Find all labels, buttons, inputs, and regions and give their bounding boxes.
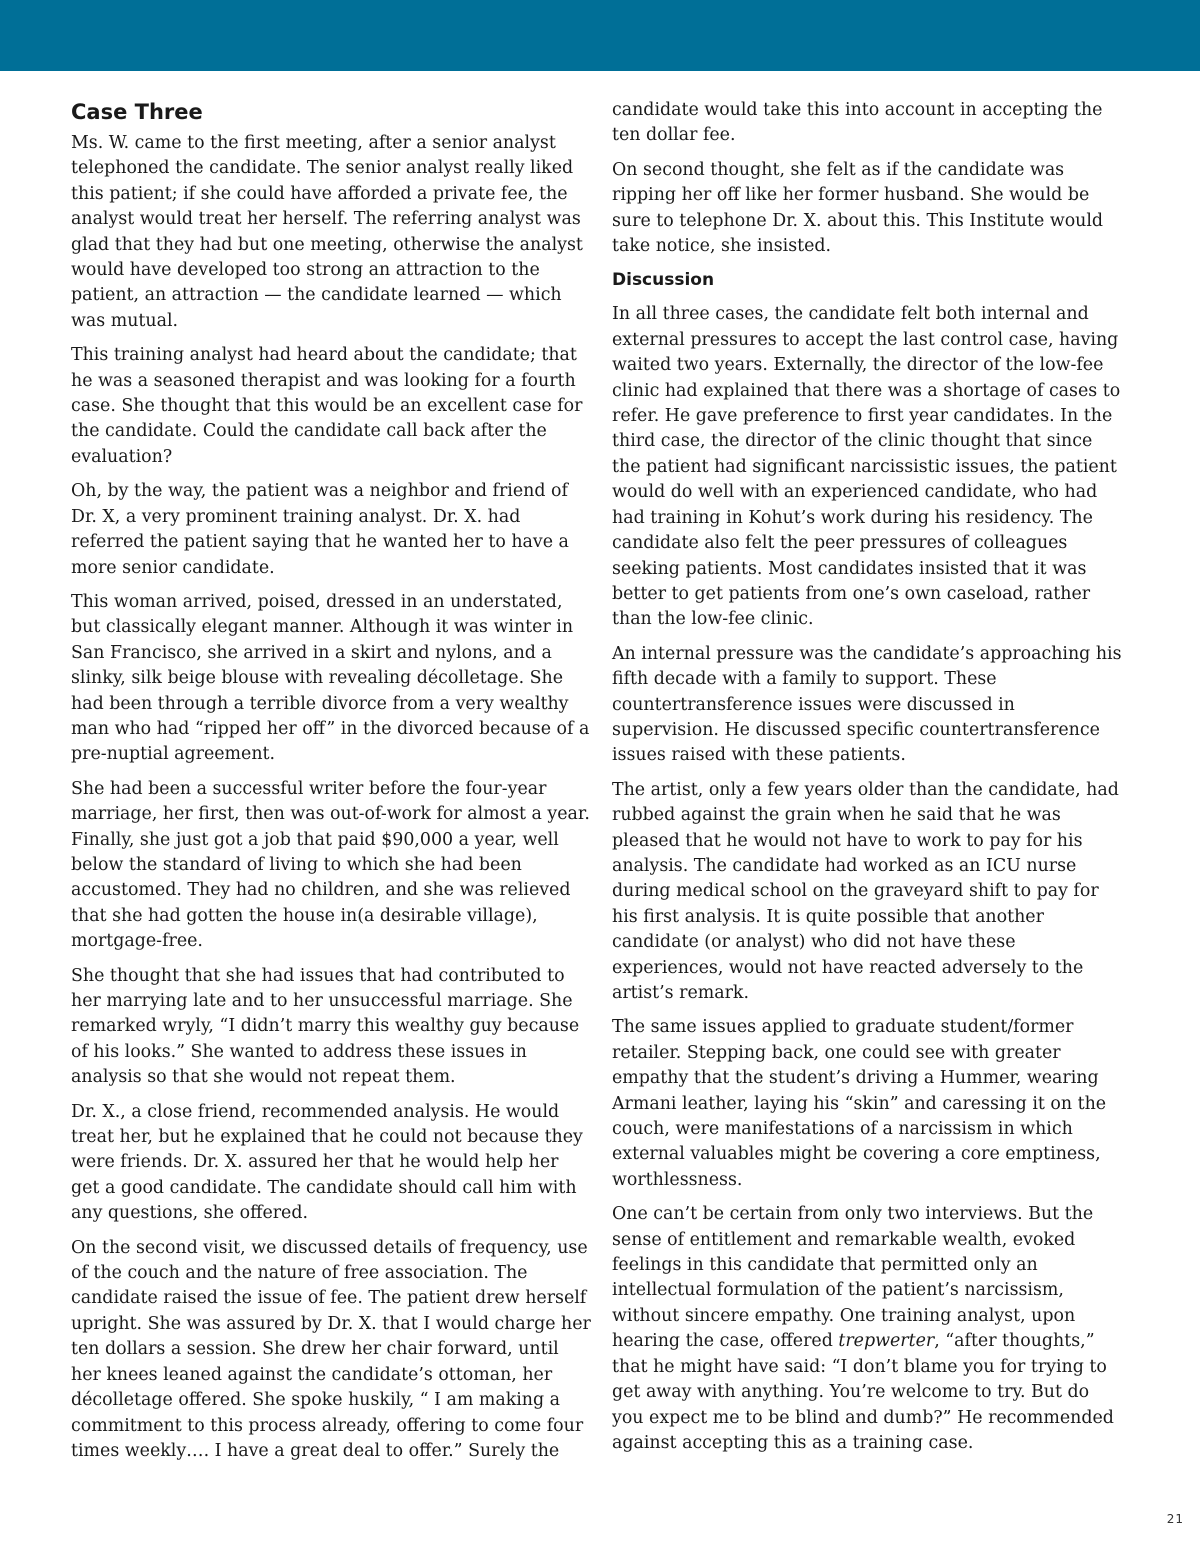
paragraph: She had been a successful writer before the four-year marriage, her first, then was out-of-work for almost a year. Finally, she just got a job that paid $90,000 a year, well below the standard of living to which she had been accustomed. They had no children, and she was relieved that she had gotten the house in(a desirable village), mortgage-free.: [71, 778, 590, 952]
paragraph: Oh, by the way, the patient was a neighbor and friend of Dr. X, a very prominent training analyst. Dr. X. had referred the patient saying that he wanted her to have a more senior candidate.: [71, 481, 569, 578]
discussion-heading: Discussion: [612, 270, 715, 291]
italic-term: trepwerter: [838, 1331, 935, 1352]
paragraph: Ms. W. came to the first meeting, after a senior analyst telephoned the candidate. The senior analyst really liked this patient; if she could have afforded a private fee, the analyst would treat her herself. The referring analyst was glad that they had but one meeting, otherwise the analyst would have developed too strong an attraction to the patient, an attraction — the candidate learned — which was mutual.: [71, 133, 583, 331]
paragraph: This training analyst had heard about the candidate; that he was a seasoned therapist and was looking for a fourth case. She thought that this would be an excellent case for the candidate. Could the candidate call back after the evaluation?: [71, 345, 583, 467]
case-title: Case Three: [71, 100, 203, 124]
paragraph: She thought that she had issues that had contributed to her marrying late and to her unsuccessful marriage. She remarked wryly, “I didn’t marry this wealthy guy because of his looks.” She wanted to address these issues in analysis so that she would not repeat them.: [71, 965, 580, 1088]
paragraph: The same issues applied to graduate student/former retailer. Stepping back, one could see with greater empathy that the student’s driving a Hummer, wearing Armani leather, laying his “skin” and caressing it on the couch, were manifestations of a narcissism in which external valuables might be covering a core emptiness, worthlessness.: [612, 1017, 1107, 1190]
paragraph: On second thought, she felt as if the candidate was ripping her off like her former husband. She would be sure to telephone Dr. X. about this. This Institute would take notice, she insisted.: [612, 159, 1104, 257]
paragraph: candidate would take this into account in accepting the ten dollar fee.: [612, 100, 1103, 146]
paragraph: The artist, only a few years older than the candidate, had rubbed against the grain when he said that he was pleased that he would not have to work to pay for his analysis. The candidate had worked as an ICU nurse during medical school on the graveyard shift to pay for his first analysis. It is quite possible that another candidate (or analyst) who did not have these experiences, would not have reacted adversely to the artist’s remark.: [612, 779, 1119, 1003]
paragraph: On the second visit, we discussed details of frequency, use of the couch and the nature of free association. The candidate raised the issue of fee. The patient drew herself upright. She was assured by Dr. X. that I would charge her ten dollars a session. She drew her chair forward, until her knees leaned against the candidate’s ottoman, her décolletage offered. She spoke huskily, “ I am making a commitment to this process already, offering to come four times weekly…. I have a great deal to offer.” Surely the: [71, 1237, 591, 1461]
text-span: , “after thoughts,” that he might have said: “I don’t blame you for trying to get away with anything. You’re welcome to try. But do you expect me to be blind and dumb?” He recommended against accepting this as a training case.: [612, 1331, 1114, 1453]
paragraph-final: [612, 1202, 1122, 1456]
right-column: [612, 98, 1122, 1465]
text-span: One can’t be certain from only two interviews. But the sense of entitlement and remarkable wealth, evoked feelings in this candidate that permitted only an intellectual formulation of the patient’s narcissism, without sincere empathy. One training analyst, upon hearing the case, offered: [612, 1204, 1094, 1352]
paragraph: This woman arrived, poised, dressed in an understated, but classically elegant manner. Although it was winter in San Francisco, she arrived in a skirt and nylons, and a slinky, silk beige blouse with revealing décolletage. She had been through a terrible divorce from a very wealthy man who had “ripped her off” in the divorced because of a pre-nuptial agreement.: [71, 591, 590, 765]
page-number: 21: [1166, 1512, 1184, 1526]
paragraph: An internal pressure was the candidate’s approaching his fifth decade with a family to support. These countertransference issues were discussed in supervision. He discussed specific countertransference issues raised with these patients.: [612, 643, 1122, 766]
paragraph: Dr. X., a close friend, recommended analysis. He would treat her, but he explained that he could not because they were friends. Dr. X. assured her that he would help her get a good candidate. The candidate should call him with any questions, she offered.: [71, 1101, 583, 1224]
left-column: [71, 98, 591, 1473]
paragraph: In all three cases, the candidate felt both internal and external pressures to accept the last control case, having waited two years. Externally, the director of the low-fee clinic had explained that there was a shortage of cases to refer. He gave preference to first year candidates. In the third case, the director of the clinic thought that since the patient had significant narcissistic issues, the patient would do well with an experienced candidate, who had had training in Kohut’s work during his residency. The candidate also felt the peer pressures of colleagues seeking patients. Most candidates insisted that it was better to get patients from one’s own caseload, rather than the low-fee clinic.: [612, 304, 1121, 630]
header-band: [0, 0, 1200, 71]
